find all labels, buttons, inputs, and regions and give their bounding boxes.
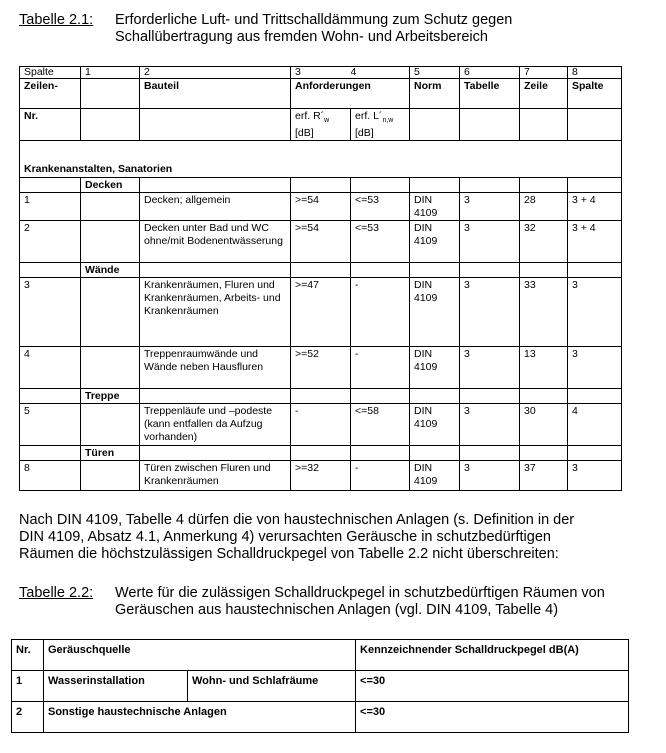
- header-lnw: [351, 109, 410, 141]
- paragraph-line: Räumen die höchstzulässigen Schalldruckpegel von Tabelle 2.2 nicht überschreiten:: [19, 546, 559, 562]
- row-pegel: <=30: [356, 671, 629, 702]
- row-zeile: 37: [520, 461, 568, 491]
- header-lnw-unit: [dB]: [355, 127, 374, 140]
- group-empty: [410, 446, 460, 461]
- subheader-empty-4: [460, 109, 520, 141]
- table-row: [20, 278, 622, 347]
- group-waende: Wände: [81, 263, 140, 278]
- table2-header-nr: Nr.: [12, 640, 44, 671]
- row-zeile: 32: [520, 221, 568, 263]
- table2-header-quelle: Geräuschquelle: [44, 640, 356, 671]
- header-anforderungen: Anforderungen: [291, 79, 410, 109]
- header-zeilen: Zeilen-: [20, 79, 81, 109]
- header-spalte: Spalte: [568, 79, 622, 109]
- row-empty: [81, 278, 140, 347]
- group-empty: [291, 178, 351, 193]
- row-quelle: Sonstige haustechnische Anlagen: [44, 702, 356, 733]
- table2-caption-text: [115, 585, 605, 619]
- group-row-tueren: [20, 446, 622, 461]
- header-tabelle: Tabelle: [460, 79, 520, 109]
- paragraph-line: Nach DIN 4109, Tabelle 4 dürfen die von haustechnischen Anlagen (s. Definition in der: [19, 512, 575, 528]
- group-row-decken: [20, 178, 622, 193]
- row-spalte: 4: [568, 404, 622, 446]
- header-rw-unit: [dB]: [295, 127, 314, 140]
- row-zeile: 30: [520, 404, 568, 446]
- group-empty: [20, 178, 81, 193]
- header-norm: Norm: [410, 79, 460, 109]
- row-nr: 1: [12, 671, 44, 702]
- table-row: [20, 221, 622, 263]
- subheader-empty-3: [410, 109, 460, 141]
- row-bauteil: Decken unter Bad und WC ohne/mit Bodenentwässerung: [140, 221, 291, 263]
- group-empty: [291, 389, 351, 404]
- row-bauteil: Decken; allgemein: [140, 193, 291, 221]
- group-empty: [520, 263, 568, 278]
- row-spalte: 3: [568, 347, 622, 389]
- colnum-7: 7: [520, 67, 568, 79]
- row-rw: -: [291, 404, 351, 446]
- row-empty: [81, 461, 140, 491]
- group-decken: Decken: [81, 178, 140, 193]
- table2-caption-line2: Geräuschen aus haustechnischen Anlagen (vgl. DIN 4109, Tabelle 4): [115, 602, 559, 618]
- group-empty: [291, 446, 351, 461]
- row-rw: >=47: [291, 278, 351, 347]
- row-rw: >=54: [291, 193, 351, 221]
- row-quelle: Wasserinstallation: [44, 671, 188, 702]
- group-empty: [568, 178, 622, 193]
- section-title: Krankenanstalten, Sanatorien: [20, 141, 622, 178]
- row-bauteil: Krankenräumen, Fluren und Krankenräumen, Arbeits- und Krankenräumen: [140, 278, 291, 347]
- subheader-empty-6: [568, 109, 622, 141]
- group-empty: [520, 389, 568, 404]
- table-row: [20, 193, 622, 221]
- row-tabelle: 3: [460, 404, 520, 446]
- group-empty: [291, 263, 351, 278]
- row-tabelle: 3: [460, 221, 520, 263]
- row-lnw: <=53: [351, 193, 410, 221]
- row-spalte: 3 + 4: [568, 221, 622, 263]
- table1-caption-label: Tabelle 2.1:: [19, 12, 94, 28]
- row-nr: 4: [20, 347, 81, 389]
- table2-caption-line1: Werte für die zulässigen Schalldruckpegel in schutzbedürftigen Räumen von: [115, 585, 605, 601]
- group-empty: [351, 389, 410, 404]
- subheader-empty-2: [140, 109, 291, 141]
- row-zeile: 28: [520, 193, 568, 221]
- group-empty: [460, 446, 520, 461]
- row-nr: 5: [20, 404, 81, 446]
- row-empty: [81, 347, 140, 389]
- row-norm: DIN 4109: [410, 461, 460, 491]
- row-lnw: -: [351, 347, 410, 389]
- subheader-row: [20, 109, 622, 141]
- table2-header-pegel: Kennzeichnender Schalldruckpegel dB(A): [356, 640, 629, 671]
- colnum-1: 1: [81, 67, 140, 79]
- table-row: [12, 671, 629, 702]
- group-empty: [351, 446, 410, 461]
- row-bauteil: Treppenraumwände und Wände neben Hausfluren: [140, 347, 291, 389]
- header-row: [20, 79, 622, 109]
- row-tabelle: 3: [460, 193, 520, 221]
- row-empty: [81, 404, 140, 446]
- group-empty: [410, 178, 460, 193]
- group-tueren: Türen: [81, 446, 140, 461]
- header-rw-label: erf. R´: [295, 110, 325, 122]
- row-nr: 2: [20, 221, 81, 263]
- row-pegel: <=30: [356, 702, 629, 733]
- row-norm: DIN 4109: [410, 221, 460, 263]
- header-zeile: Zeile: [520, 79, 568, 109]
- row-tabelle: 3: [460, 278, 520, 347]
- row-empty: [81, 193, 140, 221]
- row-lnw: <=58: [351, 404, 410, 446]
- group-empty: [460, 389, 520, 404]
- group-empty: [20, 389, 81, 404]
- row-spalte: 3: [568, 278, 622, 347]
- row-lnw: -: [351, 461, 410, 491]
- group-empty: [410, 263, 460, 278]
- table2-header-row: [12, 640, 629, 671]
- group-empty: [460, 178, 520, 193]
- row-tabelle: 3: [460, 461, 520, 491]
- row-rw: >=54: [291, 221, 351, 263]
- colnum-6: 6: [460, 67, 520, 79]
- row-tabelle: 3: [460, 347, 520, 389]
- group-empty: [140, 178, 291, 193]
- group-empty: [410, 389, 460, 404]
- subheader-empty-1: [81, 109, 140, 141]
- colnum-label: Spalte: [20, 67, 81, 79]
- row-zeile: 13: [520, 347, 568, 389]
- row-norm: DIN 4109: [410, 193, 460, 221]
- group-empty: [520, 446, 568, 461]
- table-row: [12, 702, 629, 733]
- table1-caption-text: [115, 12, 512, 46]
- row-bauteil: Treppenläufe und –podeste (kann entfallen da Aufzug vorhanden): [140, 404, 291, 446]
- group-empty: [140, 263, 291, 278]
- column-number-row: [20, 67, 622, 79]
- table1-caption-line1: Erforderliche Luft- und Trittschalldämmung zum Schutz gegen: [115, 12, 513, 28]
- row-lnw: -: [351, 278, 410, 347]
- paragraph-line: DIN 4109, Absatz 4.1, Anmerkung 4) verursachten Geräusche in schutzbedürftigen: [19, 529, 551, 545]
- row-nr: 1: [20, 193, 81, 221]
- row-nr: 3: [20, 278, 81, 347]
- subheader-empty-5: [520, 109, 568, 141]
- group-row-waende: [20, 263, 622, 278]
- colnum-2: 2: [140, 67, 291, 79]
- group-treppe: Treppe: [81, 389, 140, 404]
- header-empty: [81, 79, 140, 109]
- body-paragraph: [19, 512, 664, 563]
- row-rw: >=52: [291, 347, 351, 389]
- header-nr: Nr.: [20, 109, 81, 141]
- colnum-5: 5: [410, 67, 460, 79]
- row-lnw: <=53: [351, 221, 410, 263]
- row-spalte: 3: [568, 461, 622, 491]
- row-norm: DIN 4109: [410, 347, 460, 389]
- header-bauteil: Bauteil: [140, 79, 291, 109]
- header-rw: [291, 109, 351, 141]
- header-rw-sub: w: [324, 117, 330, 125]
- group-empty: [140, 446, 291, 461]
- colnum-3: 3: [291, 67, 351, 79]
- header-lnw-sub: n,w: [382, 117, 394, 125]
- table-row: [20, 461, 622, 491]
- group-row-treppe: [20, 389, 622, 404]
- group-empty: [568, 389, 622, 404]
- header-lnw-label: erf. L´: [355, 110, 383, 122]
- table-row: [20, 404, 622, 446]
- section-row: [20, 141, 622, 178]
- colnum-8: 8: [568, 67, 622, 79]
- row-bauteil: Türen zwischen Fluren und Krankenräumen: [140, 461, 291, 491]
- group-empty: [351, 178, 410, 193]
- row-empty: [81, 221, 140, 263]
- row-rw: >=32: [291, 461, 351, 491]
- table1-caption-line2: Schallübertragung aus fremden Wohn- und Arbeitsbereich: [115, 29, 488, 45]
- table1: [19, 66, 622, 491]
- group-empty: [568, 263, 622, 278]
- row-spalte: 3 + 4: [568, 193, 622, 221]
- table-row: [20, 347, 622, 389]
- group-empty: [351, 263, 410, 278]
- row-zeile: 33: [520, 278, 568, 347]
- group-empty: [140, 389, 291, 404]
- table2: [11, 639, 629, 733]
- group-empty: [460, 263, 520, 278]
- group-empty: [568, 446, 622, 461]
- group-empty: [20, 446, 81, 461]
- row-nr: 8: [20, 461, 81, 491]
- group-empty: [520, 178, 568, 193]
- row-norm: DIN 4109: [410, 404, 460, 446]
- row-norm: DIN 4109: [410, 278, 460, 347]
- table2-caption-label: Tabelle 2.2:: [19, 585, 94, 601]
- row-nr: 2: [12, 702, 44, 733]
- row-raum: Wohn- und Schlafräume: [188, 671, 356, 702]
- colnum-4: 4: [351, 67, 410, 79]
- group-empty: [20, 263, 81, 278]
